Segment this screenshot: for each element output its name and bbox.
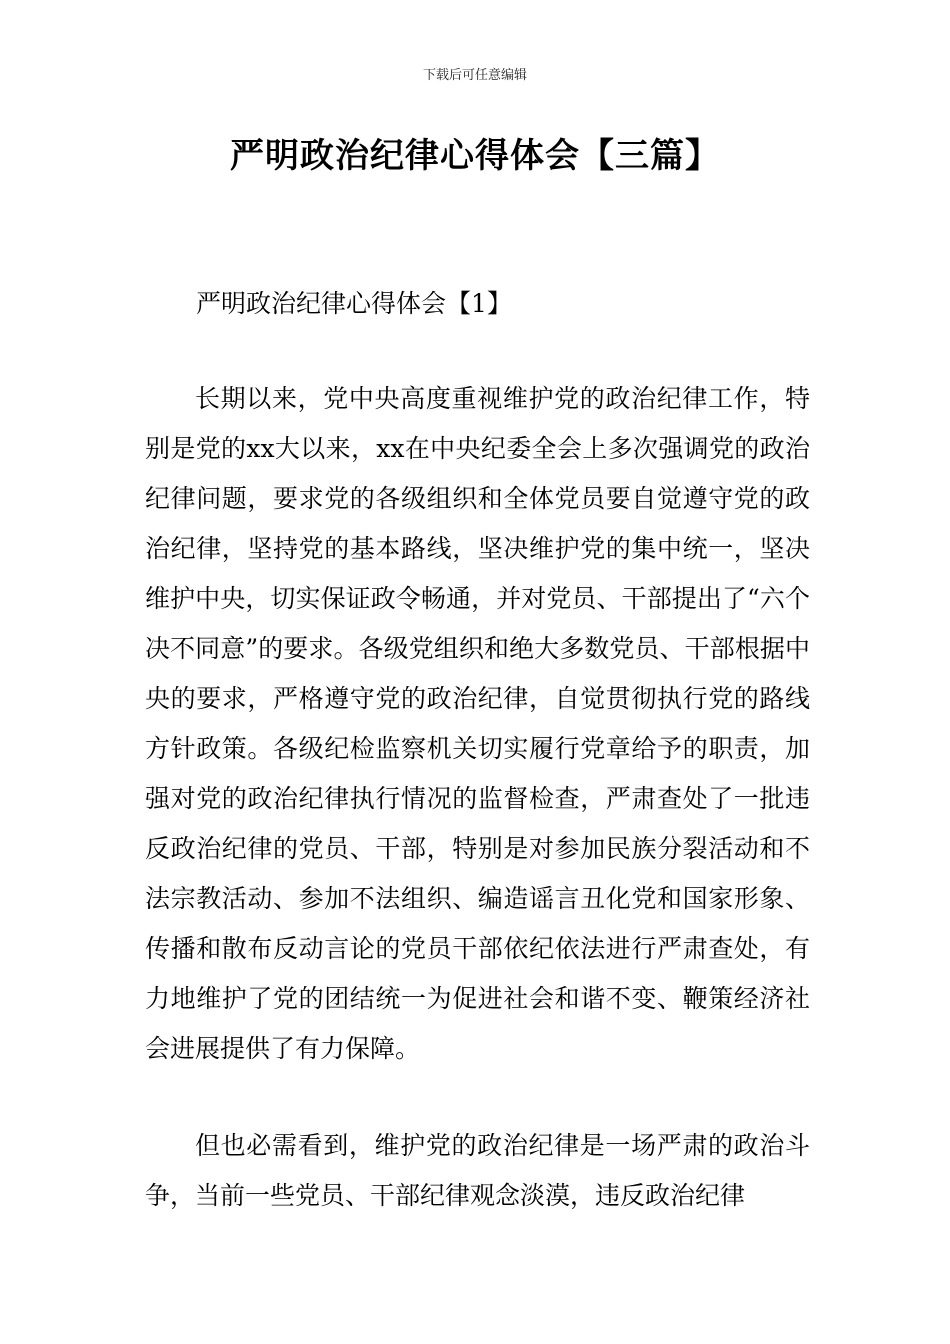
document-title: 严明政治纪律心得体会【三篇】 [230,136,720,176]
body-paragraph-2: 但也必需看到，维护党的政治纪律是一场严肃的政治斗争，当前一些党员、干部纪律观念淡漠，违反政治纪律 [145,1131,810,1210]
body-paragraph-1: 长期以来，党中央高度重视维护党的政治纪律工作，特别是党的xx大以来，xx在中央纪委全会上多次强调党的政治纪律问题，要求党的各级组织和全体党员要自觉遵守党的政治纪律，坚持党的基本路线，坚决维护党的集中统一，坚决维护中央，切实保证政令畅通，并对党员、干部提出了“六个决不同意”的要求。各级党组织和绝大多数党员、干部根据中央的要求，严格遵守党的政治纪律，自觉贯彻执行党的路线方针政策。各级纪检监察机关切实履行党章给予的职责，加强对党的政治纪律执行情况的监督检查，严肃查处了一批违反政治纪律的党员、干部，特别是对参加民族分裂活动和不法宗教活动、参加不法组织、编造谣言丑化党和国家形象、传播和散布反动言论的党员干部依纪依法进行严肃查处，有力地维护了党的团结统一为促进社会和谐不变、鞭策经济社会进展提供了有力保障。 [145,384,810,1063]
header-note: 下载后可任意编辑 [422,68,527,83]
section-title: 严明政治纪律心得体会【1】 [196,289,512,318]
